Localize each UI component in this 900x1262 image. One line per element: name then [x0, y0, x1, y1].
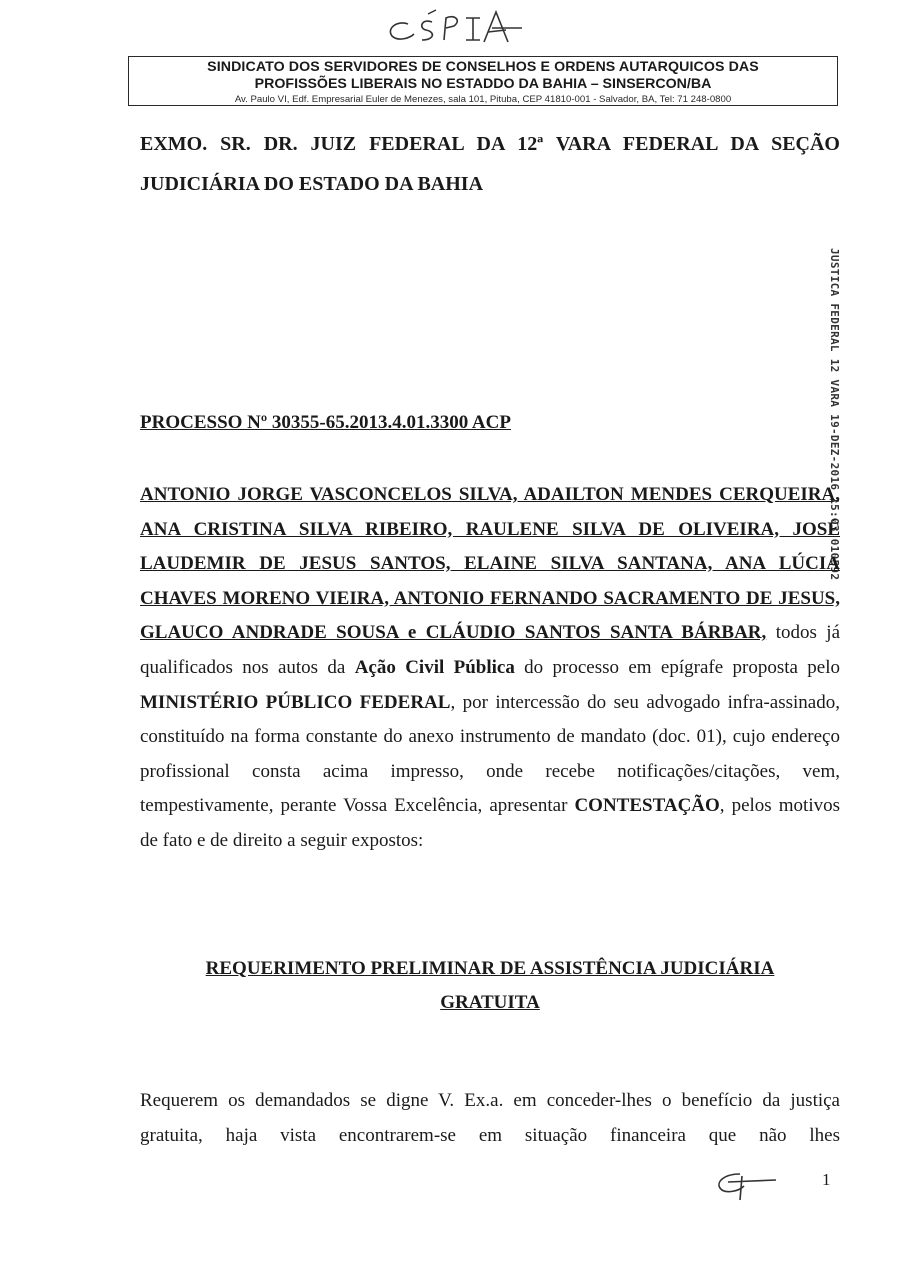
letterhead-line-1: SINDICATO DOS SERVIDORES DE CONSELHOS E ORDENS AUTARQUICOS DAS [207, 59, 759, 75]
process-number: PROCESSO Nº 30355-65.2013.4.01.3300 ACP [140, 412, 511, 433]
section-title [140, 952, 840, 1020]
copia-handwritten-stamp [380, 6, 530, 52]
ministerio-publico-federal: MINISTÉRIO PÚBLICO FEDERAL [140, 691, 451, 713]
section-title-line-1: REQUERIMENTO PRELIMINAR DE ASSISTÊNCIA JUDICIÁRIA [205, 958, 775, 979]
body-text-4: , pelos motivos de fato e de direito a seguir expostos: [140, 795, 840, 851]
letterhead-address: Av. Paulo VI, Edf. Empresarial Euler de Menezes, sala 101, Pituba, CEP 41810-001 - Salvador, BA, Tel: 71 248-0800 [234, 94, 732, 105]
contestacao: CONTESTAÇÃO [574, 795, 720, 817]
court-receipt-stamp: JUSTICA FEDERAL 12 VARA 19-DEZ-2016 15:03 010592 [828, 248, 841, 581]
request-paragraph: Requerem os demandados se digne V. Ex.a. em conceder-lhes o benefício da justiça gratuita, haja vista encontrarem-se em situação financeira que não lhes [140, 1090, 840, 1146]
main-paragraph [140, 478, 840, 859]
body-text-1: todos já qualificados nos autos da [140, 622, 840, 678]
signature-initials [710, 1168, 780, 1202]
letterhead-line-2: PROFISSÕES LIBERAIS NO ESTADDO DA BAHIA – SINSERCON/BA [254, 76, 712, 92]
page-number: 1 [822, 1170, 831, 1189]
body-text-3: , por intercessão do seu advogado infra-assinado, constituído na forma constante do anexo instrumento de mandato (doc. 01), cujo endereço profissional consta acima impresso, onde recebe notificações/citações, vem, tempestivamente, perante Vossa Excelência, apresentar [140, 691, 840, 817]
defendants-list: ANTONIO JORGE VASCONCELOS SILVA, ADAILTON MENDES CERQUEIRA, ANA CRISTINA SILVA RIBEIRO, RAULENE SILVA DE OLIVEIRA, JOSÉ LAUDEMIR DE JESUS SANTOS, ELAINE SILVA SANTANA, ANA LÚCIA CHAVES MORENO VIEIRA, ANTONIO FERNANDO SACRAMENTO DE JESUS, GLAUCO ANDRADE SOUSA e CLÁUDIO SANTOS SANTA BÁRBAR, [140, 484, 840, 644]
section-title-line-2: GRATUITA [440, 992, 540, 1013]
acao-civil-publica: Ação Civil Pública [354, 656, 515, 678]
body-text-2: do processo em epígrafe proposta pelo [514, 656, 840, 678]
letterhead-box [128, 56, 838, 106]
addressee-heading: EXMO. SR. DR. JUIZ FEDERAL DA 12ª VARA FEDERAL DA SEÇÃO JUDICIÁRIA DO ESTADO DA BAHIA [140, 133, 840, 195]
